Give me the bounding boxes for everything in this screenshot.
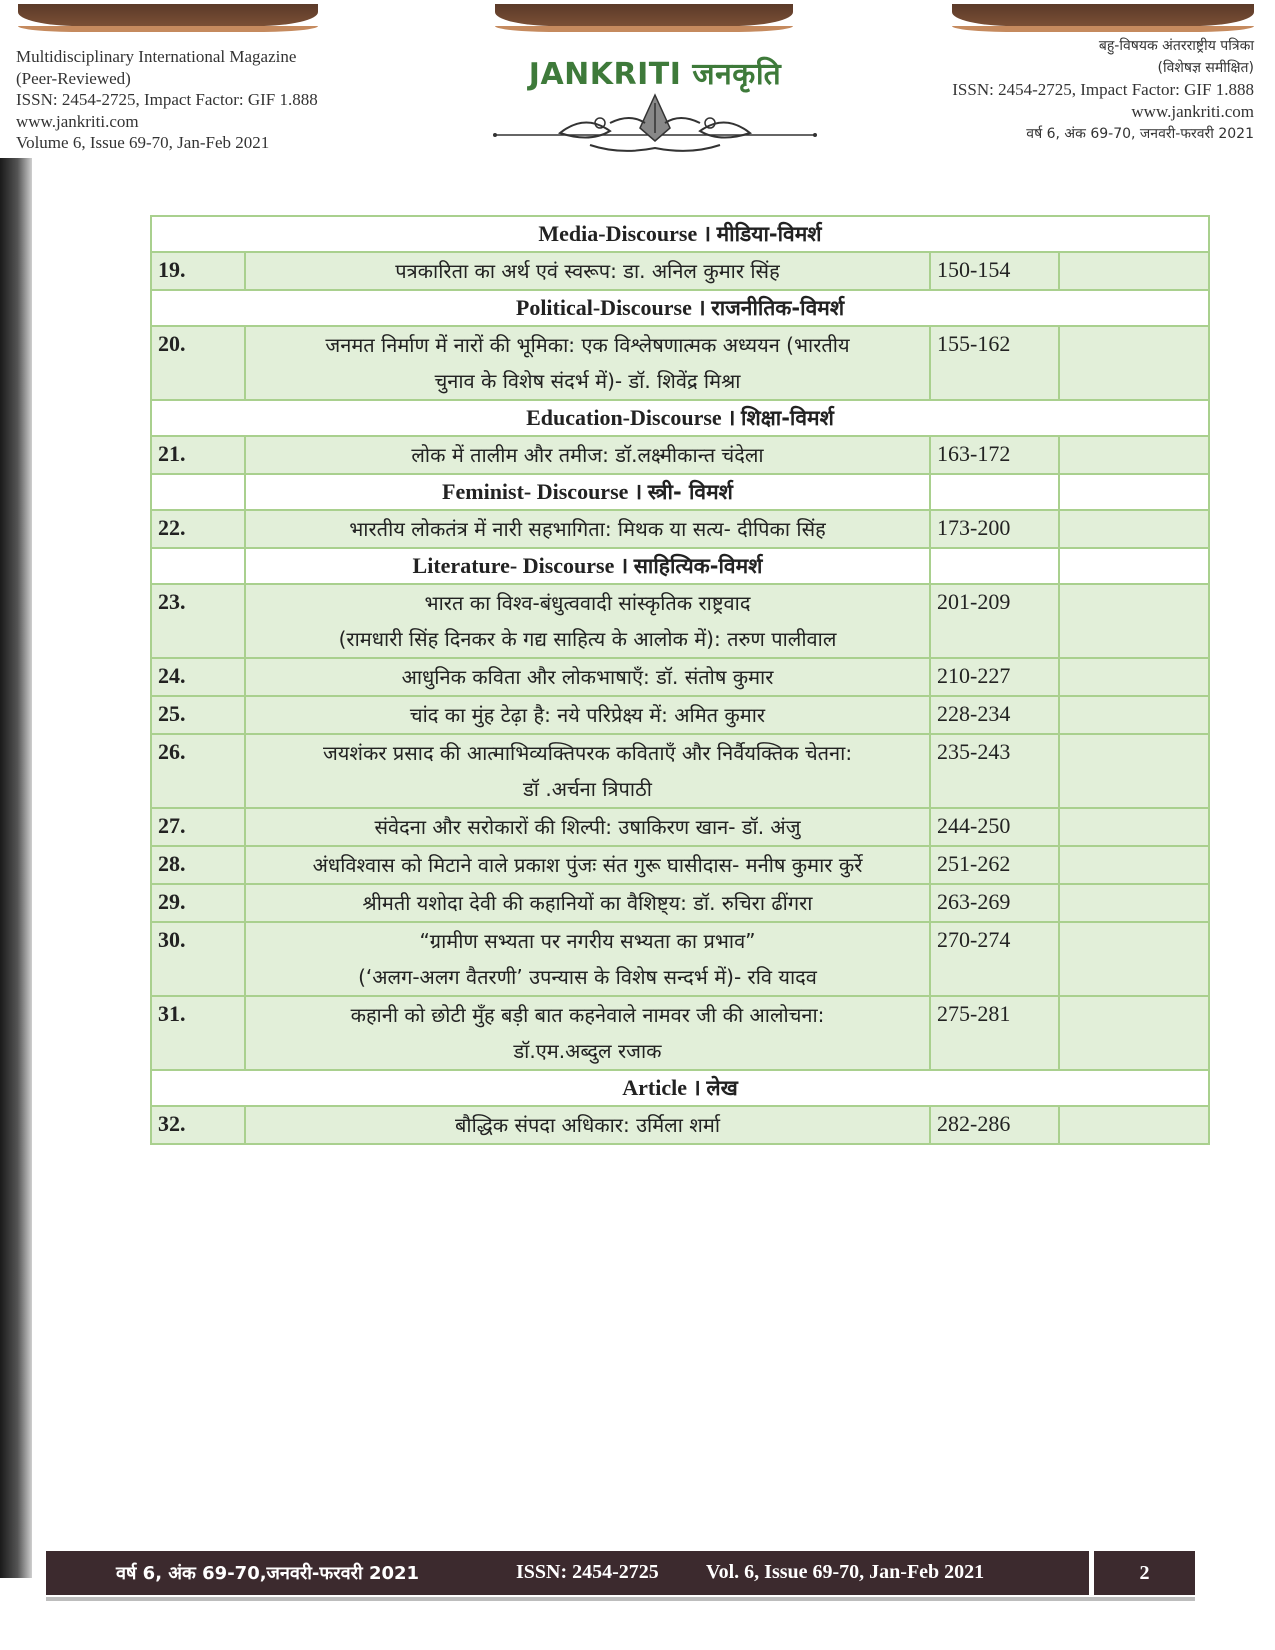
entry-title-line: भारत का विश्व-बंधुत्ववादी सांस्कृतिक राष्ट्रवाद [424,591,751,615]
entry-pages: 275-281 [930,996,1059,1070]
entry-number: 23. [151,584,245,658]
entry-title-line: संवेदना और सरोकारों की शिल्पी: उषाकिरण खान- डॉ. अंजु [374,815,801,839]
entry-pages: 163-172 [930,436,1059,474]
entry-title-line-2: (रामधारी सिंह दिनकर के गद्य साहित्य के आलोक में): तरुण पालीवाल [338,627,837,651]
entry-number: 32. [151,1106,245,1144]
entry-number: 24. [151,658,245,696]
section-heading [245,548,930,584]
table-row [151,734,1209,808]
top-decor-bar-left [18,4,318,26]
section-en: Literature- Discourse [412,553,620,578]
entry-number: 26. [151,734,245,808]
empty-cell [1059,436,1209,474]
entry-pages: 228-234 [930,696,1059,734]
section-sep: । [633,479,648,504]
entry-number: 29. [151,884,245,922]
entry-title[interactable] [245,1106,930,1144]
header-right-line1: बहु-विषयक अंतरराष्ट्रीय पत्रिका [1098,38,1254,54]
entry-number: 28. [151,846,245,884]
header-left-line5: Volume 6, Issue 69-70, Jan-Feb 2021 [16,133,270,152]
section-heading [151,400,1209,436]
entry-pages: 210-227 [930,658,1059,696]
entry-title-line: जयशंकर प्रसाद की आत्माभिव्यक्तिपरक कविताएँ और निर्वैयक्तिक चेतना: [322,741,853,765]
entry-pages: 235-243 [930,734,1059,808]
section-row-literature [151,548,1209,584]
header-left-line4: www.jankriti.com [16,111,139,131]
left-side-bar [0,158,32,1578]
empty-cell [1059,734,1209,808]
entry-title[interactable] [245,884,930,922]
empty-cell [1059,548,1209,584]
header-left-line3: ISSN: 2454-2725, Impact Factor: GIF 1.888 [16,90,318,109]
entry-number: 22. [151,510,245,548]
entry-pages: 270-274 [930,922,1059,996]
entry-title[interactable] [245,808,930,846]
entry-title[interactable] [245,326,930,400]
entry-title-line: लोक में तालीम और तमीज: डॉ.लक्ष्मीकान्त चंदेला [411,443,764,467]
entry-number: 19. [151,252,245,290]
section-sep: । [702,221,717,246]
entry-title[interactable] [245,510,930,548]
empty-cell [930,548,1059,584]
entry-title-line: भारतीय लोकतंत्र में नारी सहभागिता: मिथक या सत्य- दीपिका सिंह [349,517,826,541]
section-sep: । [697,295,712,320]
header-right [952,35,1254,145]
section-en: Political-Discourse [515,295,698,320]
empty-cell [1059,996,1209,1070]
entry-pages: 251-262 [930,846,1059,884]
section-heading [151,1070,1209,1106]
table-row [151,1106,1209,1144]
table-row [151,584,1209,658]
footer-shadow [46,1597,1195,1601]
footer-issn: ISSN: 2454-2725 [516,1561,659,1583]
table-row [151,922,1209,996]
section-heading [151,216,1209,252]
header-left [16,46,318,154]
top-decor-bar-right [952,4,1254,26]
empty-cell [151,474,245,510]
empty-cell [1059,584,1209,658]
journal-logo [485,52,825,163]
empty-cell [1059,884,1209,922]
entry-title-line: पत्रकारिता का अर्थ एवं स्वरूप: डा. अनिल कुमार सिंह [395,259,780,283]
table-row [151,696,1209,734]
entry-pages: 201-209 [930,584,1059,658]
empty-cell [1059,474,1209,510]
table-row [151,846,1209,884]
entry-title[interactable] [245,846,930,884]
entry-number: 27. [151,808,245,846]
entry-title-line: जनमत निर्माण में नारों की भूमिका: एक विश्लेषणात्मक अध्ययन (भारतीय [325,333,850,357]
entry-number: 31. [151,996,245,1070]
entry-title-line: कहानी को छोटी मुँह बड़ी बात कहनेवाले नामवर जी की आलोचना: [350,1003,825,1027]
entry-title[interactable] [245,922,930,996]
empty-cell [1059,1106,1209,1144]
pen-nib-ornament-icon [490,93,820,163]
empty-cell [1059,252,1209,290]
table-row [151,884,1209,922]
entry-pages: 282-286 [930,1106,1059,1144]
section-hi: साहित्यिक-विमर्श [633,554,763,578]
entry-number: 21. [151,436,245,474]
page-number: 2 [1094,1551,1195,1595]
entry-title[interactable] [245,252,930,290]
entry-title-line: अंधविश्वास को मिटाने वाले प्रकाश पुंजः संत गुरू घासीदास- मनीष कुमार कुर्रे [312,853,863,877]
entry-title[interactable] [245,734,930,808]
entry-pages: 150-154 [930,252,1059,290]
entry-title-line: श्रीमती यशोदा देवी की कहानियों का वैशिष्ट्य: डॉ. रुचिरा ढींगरा [362,891,813,915]
header-right-line3: ISSN: 2454-2725, Impact Factor: GIF 1.888 [952,80,1254,99]
table-row [151,658,1209,696]
section-row-education [151,400,1209,436]
entry-number: 20. [151,326,245,400]
entry-title-line: आधुनिक कविता और लोकभाषाएँ: डॉ. संतोष कुमार [401,665,774,689]
entry-pages: 263-269 [930,884,1059,922]
entry-title[interactable] [245,658,930,696]
footer-bar [46,1551,1089,1595]
header-left-line2: (Peer-Reviewed) [16,68,131,88]
entry-title[interactable] [245,436,930,474]
table-row [151,436,1209,474]
entry-title[interactable] [245,996,930,1070]
section-hi: राजनीतिक-विमर्श [711,296,845,320]
section-heading [245,474,930,510]
entry-number: 30. [151,922,245,996]
entry-title-line-2: (‘अलग-अलग वैतरणी’ उपन्यास के विशेष सन्दर्भ में)- रवि यादव [358,965,817,989]
section-row-political [151,290,1209,326]
entry-pages: 155-162 [930,326,1059,400]
empty-cell [1059,658,1209,696]
section-hi: लेख [706,1076,738,1100]
empty-cell [1059,326,1209,400]
contents-table [150,215,1210,1145]
section-en: Media-Discourse [538,221,703,246]
empty-cell [1059,696,1209,734]
section-hi: शिक्षा-विमर्श [741,406,834,430]
table-row [151,326,1209,400]
header-right-line2: (विशेषज्ञ समीक्षित) [1157,60,1254,76]
entry-title-line-2: चुनाव के विशेष संदर्भ में)- डॉ. शिवेंद्र मिश्रा [434,369,741,393]
section-sep: । [692,1075,707,1100]
header-right-line4: www.jankriti.com [1131,102,1254,121]
section-row-media [151,216,1209,252]
footer-volume: Vol. 6, Issue 69-70, Jan-Feb 2021 [706,1561,985,1583]
table-row [151,510,1209,548]
entry-pages: 173-200 [930,510,1059,548]
entry-pages: 244-250 [930,808,1059,846]
table-row [151,252,1209,290]
section-en: Education-Discourse [526,405,728,430]
entry-title-line-2: डॉ.एम.अब्दुल रजाक [513,1039,662,1063]
empty-cell [1059,808,1209,846]
entry-title-line-2: डॉ .अर्चना त्रिपाठी [523,777,652,801]
section-row-feminist [151,474,1209,510]
empty-cell [151,548,245,584]
empty-cell [930,474,1059,510]
section-hi: स्त्री- विमर्श [647,480,733,504]
entry-title-line: बौद्धिक संपदा अधिकार: उर्मिला शर्मा [454,1113,721,1137]
table-row [151,808,1209,846]
entry-number: 25. [151,696,245,734]
empty-cell [1059,922,1209,996]
header-right-line5: वर्ष 6, अंक 69-70, जनवरी-फरवरी 2021 [1026,126,1254,142]
empty-cell [1059,846,1209,884]
entry-title-line: चांद का मुंह टेढ़ा है: नये परिप्रेक्ष्य में: अमित कुमार [409,703,766,727]
table-row [151,996,1209,1070]
section-hi: मीडिया-विमर्श [716,222,822,246]
empty-cell [1059,510,1209,548]
entry-title[interactable] [245,696,930,734]
top-decor-bar-center [495,4,793,26]
section-en: Feminist- Discourse [442,479,634,504]
section-sep: । [727,405,741,430]
section-en: Article [622,1075,693,1100]
header-left-line1: Multidisciplinary International Magazine [16,47,297,66]
entry-title[interactable] [245,584,930,658]
section-heading [151,290,1209,326]
logo-text: JANKRITI जनकृति [528,57,782,92]
section-row-article [151,1070,1209,1106]
footer-hindi: वर्ष 6, अंक 69-70,जनवरी-फरवरी 2021 [116,1563,420,1584]
entry-title-line: “ग्रामीण सभ्यता पर नगरीय सभ्यता का प्रभाव” [419,929,756,953]
section-sep: । [619,553,634,578]
